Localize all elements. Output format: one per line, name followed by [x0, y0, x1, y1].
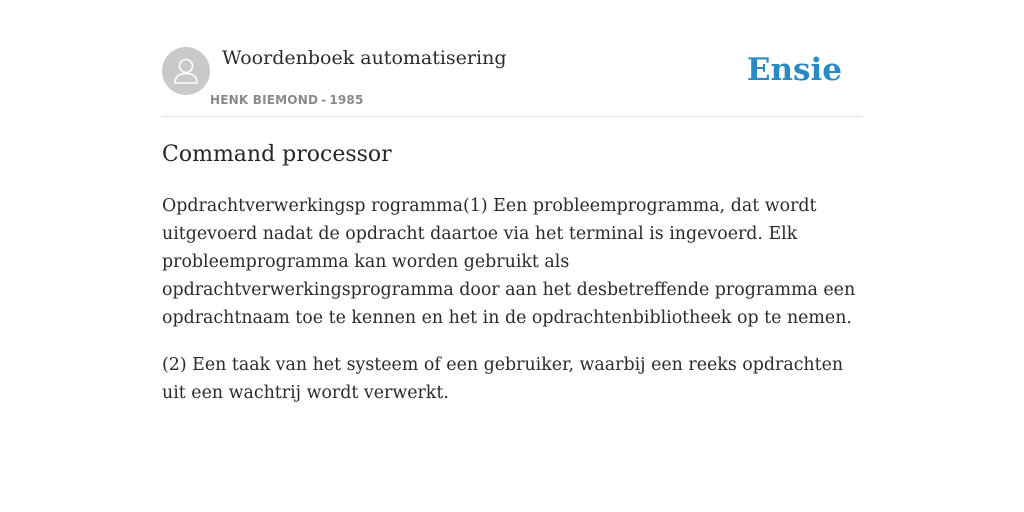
author-name: HENK BIEMOND: [210, 93, 319, 107]
entry-body: [162, 192, 862, 426]
publication-year: 1985: [329, 93, 364, 107]
author-byline: [210, 93, 364, 107]
user-silhouette-icon: [162, 47, 210, 95]
byline-separator: -: [321, 93, 327, 107]
entry-paragraph-2: (2) Een taak van het systeem of een gebruiker, waarbij een reeks opdrachten uit een wachtrij wordt verwerkt.: [162, 355, 844, 403]
entry-paragraph-1: Opdrachtverwerkingsp rogramma(1) Een probleemprogramma, dat wordt uitgevoerd nadat de opdracht daartoe via het terminal is ingevoerd. Elk probleemprogramma kan worden gebruikt als opdrachtverwerkingsprogramma door aan het desbetreffende programma een opdrachtnaam toe te kennen en het in de opdrachtenbibliotheek op te nemen.: [162, 196, 856, 328]
entry-title: Command processor: [162, 142, 392, 167]
ensie-logo-link[interactable]: Ensie: [746, 52, 842, 88]
source-header: [162, 46, 862, 117]
book-title-link[interactable]: Woordenboek automatisering: [222, 47, 507, 69]
